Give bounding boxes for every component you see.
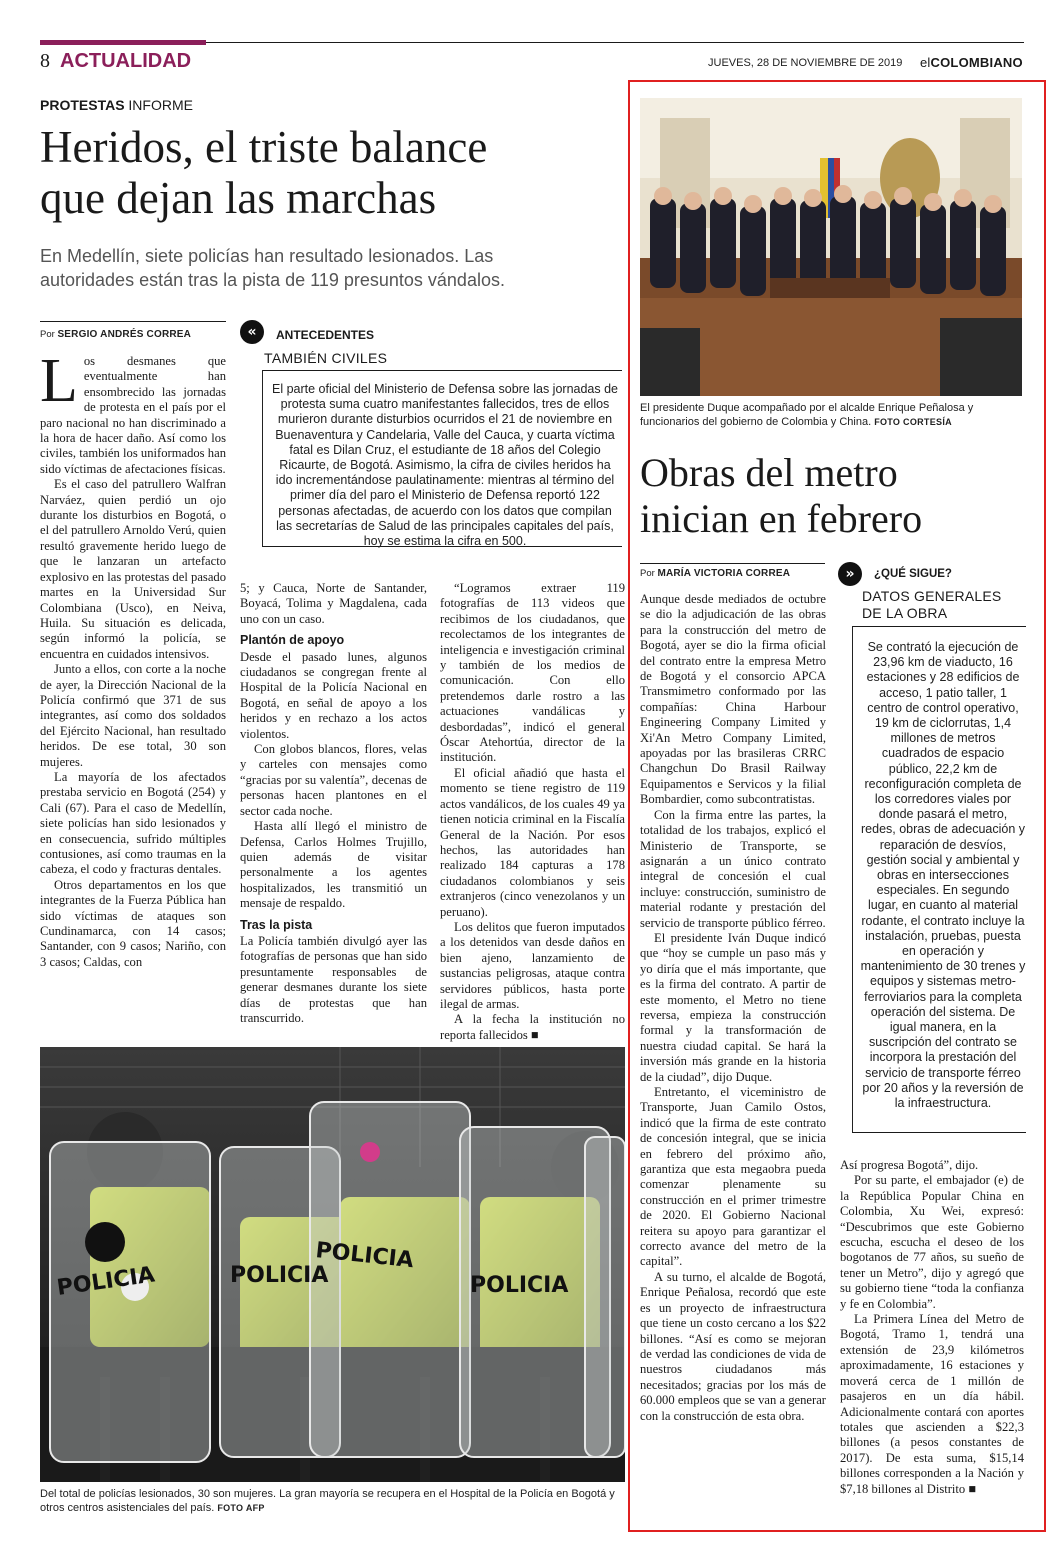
dropcap-letter: L [40,347,78,415]
main-col-1 [40,347,226,970]
metro-col1-para: A su turno, el alcalde de Bogotá, Enrique Peñalosa, recordó que este es un proyecto de infraestructura que tiene un costo cercano a los $22 billones. “Así es como se mejoran de verdad las condiciones de vida de nuestros ciudadanos más necesitados; gracias por los más de 60.000 empleos que se van a generar con la construcción de esta obra. [640,1269,826,1423]
main-headline-line1: Heridos, el triste balance [40,122,488,172]
metro-col2-para: La Primera Línea del Metro de Bogotá, Tramo 1, tendrá una extensión de 23,9 kilómetros aproximadamente, 16 estaciones y moverá cerca de 1 millón de pasajeros en un día hábil. Adicionalmente contará con aportes totales que ascienden a $22,3 billones (a pesos constantes de 2017). De esta suma, $15,14 billones corresponden a la Nación y $7,18 billones al Distrito ■ [840,1312,1024,1496]
masthead-name: COLOMBIANO [930,55,1023,70]
metro-photo-credit: FOTO CORTESÍA [874,417,952,427]
main-col-2 [240,581,427,1026]
main-col1-para: Es el caso del patrullero Walfran Narváez, quien perdió un ojo durante los disturbios en Bogotá, o el del patrullero Arnoldo Verú, quien resultó gravemente herido luego de que le lanzaran un artefacto explosivo en las protestas del pasado martes en la Universidad Sur Colombiana (Usco), en Neiva, Huila. Su situación es delicada, según informó la policía, se encuentra en cuidados intensivos. [40,477,226,661]
metro-col2-para: Así progresa Bogotá”, dijo. [840,1158,979,1172]
sidebar-text: Se contrató la ejecución de 23,96 km de viaducto, 16 estaciones y 28 edificios de acceso, 1 patio taller, 1 centro de control operativo, 19 km de ciclorrutas, 1,4 millones de metros cuadrados de espacio público, 22,2 km de reconfiguración completa de los corredores viales por donde pasará el metro, redes, obras de adecuación y reparación de desvíos, gestión social y ambiental y obras en intersecciones especiales. En segundo lugar, en cuanto al material rodante, el contrato incluye la instalación, pruebas, puesta en operación y mantenimiento de 30 trenes y equipos y sistemas metro-ferroviarios para la completa operación del sistema. De igual manera, en la suscripción del contrato se incorpora la prestación del servicio de transporte férreo por 20 años y la reversión de la infraestructura. [860,640,1026,1111]
metro-photo-caption-text: El presidente Duque acompañado por el alcalde Enrique Peñalosa y funcionarios del gobierno de Colombia y China. [640,402,974,428]
main-col1-para [40,347,226,477]
main-col3-para: El oficial añadió que hasta el momento se tiene registro de 119 actos vandálicos, de los cuales 49 ya tienen noticia criminal en la Fiscalía General de la Nación. Por esos hechos, las autoridades han realizado 184 capturas a 178 ciudadanos colombianos y seis extranjeros (cinco venezolanos y un peruano). [440,765,625,919]
main-col3-para: Los delitos que fueron imputados a los detenidos van desde daños en bien ajeno, lanzamiento de sustancias peligrosas, ataque contra servidores públicos, hasta porte ilegal de armas. [440,919,625,1011]
kicker-type: INFORME [128,97,193,113]
header-rule [206,42,1024,43]
main-col1-para: Otros departamentos en los que integrantes de la Fuerza Pública han sido víctimas de ataques son Cundinamarca, con 14 casos; Santander, con 9 casos; Nariño, con 3 casos; Caldas, con [40,877,226,969]
main-headline [40,122,630,224]
subhead-planton: Plantón de apoyo [240,633,345,648]
riot-police-photo [40,1047,625,1482]
sidebar-title [862,588,1001,622]
story-kicker [40,97,193,113]
section-label: ACTUALIDAD [60,50,192,72]
metro-col-2 [840,1158,1024,1497]
sidebar-title: TAMBIÉN CIVILES [264,350,388,366]
masthead-logo [920,55,1023,70]
antecedentes-sidebar [240,320,624,548]
kicker-topic: PROTESTAS [40,97,125,113]
metro-headline-line1: Obras del metro [640,450,898,495]
main-byline-author: SERGIO ANDRÉS CORREA [57,329,192,340]
header-accent-bar [40,40,206,45]
metro-col1-para: Con la firma entre las partes, la totalidad de los trabajos, explicó el Ministerio de Transporte, se asignarán a un único contrato integral de concesión el cual incluye: construcción, suministro de material rodante y prestación del servicio de transporte público férreo. [640,807,826,930]
sidebar-kicker: ¿QUÉ SIGUE? [874,568,952,580]
sidebar-left-border [262,370,263,546]
main-headline-line2: que dejan las marchas [40,173,437,223]
main-col2-para: Con globos blancos, flores, velas y carteles con mensajes como “gracias por su valentía”, decenas de personas hacen plantones en el sector cada noche. [240,742,427,818]
sidebar-title-line1: DATOS GENERALES [862,588,1002,604]
issue-date: JUEVES, 28 DE NOVIEMBRE DE 2019 [708,57,903,69]
byline-rule-metro [640,563,825,564]
metro-byline-author: MARÍA VICTORIA CORREA [657,568,791,579]
metro-headline [640,450,1030,542]
page-number: 8 [40,50,50,72]
shield-label-1: POLICIA [55,1262,157,1301]
main-col2-para: Desde el pasado lunes, algunos ciudadanos se congregan frente al Hospital de la Policía Nacional en Bogotá, en señal de apoyo a los heridos y en rechazo a los actos violentos. [240,649,427,741]
metro-byline-prefix: Por [640,568,655,579]
main-col-3 [440,581,625,1043]
main-col1-para: Junto a ellos, con corte a la noche de ayer, la Dirección Nacional de la Policía confirmó que 371 de sus integrantes, así como dos soldados del Ejército Nacional, han resultado heridos. De ese total, 30 son mujeres. [40,662,226,769]
riot-photo-credit: FOTO AFP [217,1503,265,1513]
metro-photo-caption [640,401,1025,429]
metro-col-1 [640,592,826,1424]
metro-col1-para: El presidente Iván Duque indicó que “hoy se cumple un paso más y yo diría que el más importante, que es la firma del contrato. A partir de este momento, el Metro no tiene reversa, empieza la construcción formal y la transformación de nuestra ciudad capital. Se hará la inversión más grande en la historia de la ciudad”, dijo Duque. [640,930,826,1084]
byline-rule-main [40,321,226,322]
datos-generales-sidebar [838,560,1028,1134]
metro-col1-para: Entretanto, el viceministro de Transporte, Juan Camilo Ostos, indicó que la firma de este contrato de concesión integral, que se inicia en febrero del próximo año, garantiza que esta megaobra pueda comenzar plenamente su construcción en el primer trimestre de 2020. El Gobierno Nacional reitera su apoyo para garantizar el correcto avance del metro de la capital”. [640,1085,826,1269]
shield-label-4: POLICIA [470,1273,569,1298]
masthead-prefix: el [920,55,931,70]
main-col3-para: “Logramos extraer 119 fotografías de 113 videos que recibimos de los ciudadanos, que recolectamos de los integrantes de inteligencia e investigación criminal y también de los medios de comunicación. Con ello pretendemos darle rostro a las actuaciones vandálicas y desbordadas”, indicó el general Óscar Atehortúa, director de la institución. [440,581,625,765]
main-col2-para: Hasta allí llegó el ministro de Defensa, Carlos Holmes Trujillo, quien además de visitar personalmente a los agentes hospitalizados, les transmitió un mensaje de respaldo. [240,819,427,911]
main-col1-para: La mayoría de los afectados prestaba servicio en Bogotá (254) y Cali (67). Para el caso de Medellín, siete policías han sido lesionados y en consecuencia, sufrido múltiples contusiones, así como traumas en la cabeza, el codo y fracturas dentales. [40,769,226,877]
main-byline-prefix: Por [40,329,55,340]
sidebar-kicker: ANTECEDENTES [276,328,375,342]
metro-headline-line2: inician en febrero [640,496,923,541]
main-deck: En Medellín, siete policías han resultado lesionados. Las autoridades están tras la pista de 119 presuntos vándalos. [40,246,505,290]
main-col2-para: La Policía también divulgó ayer las fotografías de personas que han sido presuntamente responsables de generar desmanes durante los siete días de protestas que han transcurrido. [240,933,427,1025]
sidebar-title-rule [262,370,622,371]
signing-ceremony-photo [640,98,1022,396]
main-col3-para: A la fecha la institución no reporta fallecidos ■ [440,1012,625,1042]
sidebar-left-border [852,626,853,1132]
metro-col2-para: Por su parte, el embajador (e) de la República Popular China en Colombia, Xu Wei, expresó: “Descubrimos que este Gobierno escucha, escucha el deseo de los bogotanos de 77 años, su sueño de tener un Metro”, dijo y agregó que su gobierno tiene “toda la confianza y fe en Colombia”. [840,1173,1024,1311]
sidebar-text: El parte oficial del Ministerio de Defensa sobre las jornadas de protesta suma cuatro manifestantes fallecidos, tres de ellos murieron durante disturbios ocurridos el 21 de noviembre en Buenaventura y Candelaria, Valle del Cauca, y cuarta víctima fatal es Dilan Cruz, el estudiante de 18 años del Colegio Ricaurte, de Bogotá. Asimismo, la cifra de civiles heridos ha ido incrementándose paulatinamente: mientras al término del primer día del paro el Ministerio de Defensa reportó 122 personas afectadas, de acuerdo con los datos que compilan las secretarías de Salud de las principales capitales del país, hoy se estima la cifra en 500. [271,382,619,549]
main-col2-para: 5; y Cauca, Norte de Santander, Boyacá, Tolima y Magdalena, cada uno con un caso. [240,581,427,626]
riot-police-photo-graphic [40,1047,625,1482]
riot-photo-caption [40,1487,620,1515]
chevron-left-icon: « [240,320,264,344]
sidebar-bottom-rule [852,1132,1026,1133]
metro-byline [640,568,790,579]
signing-ceremony-graphic [640,98,1022,396]
sidebar-title-rule [852,626,1026,627]
shield-label-2: POLICIA [230,1263,329,1288]
sidebar-title-line2: DE LA OBRA [862,605,948,621]
riot-photo-caption-text: Del total de policías lesionados, 30 son mujeres. La gran mayoría se recupera en el Hospital de la Policía en Bogotá y otros centros asistenciales del país. [40,1488,615,1514]
subhead-tras-la-pista: Tras la pista [240,917,313,932]
shield-label-3: POLICIA [314,1238,415,1274]
main-col1-text: os desmanes que eventualmente han ensombrecido las jornadas de protesta en el país por el paro nacional no han discriminado a la hora de hacer daño. Así como los civiles, también los uniformados han sido víctimas de afectaciones físicas. [40,354,226,476]
metro-col1-para: Aunque desde mediados de octubre se dio la adjudicación de las obras para la construcción del metro de Bogotá, ayer se dio la firma oficial del contrato entre la empresa Metro de Bogotá y el consorcio APCA Transmimetro conformado por las compañías: China Harbour Engineering Company Limited y Xi'An Metro Company Limited, apoyadas por las brasileras CRRC Changchun Do Brasil Railway Equipamentos e Servicos y la filial Bombardier, como subcontratistas. [640,592,826,807]
chevron-right-icon: » [838,562,862,586]
main-byline [40,329,191,340]
